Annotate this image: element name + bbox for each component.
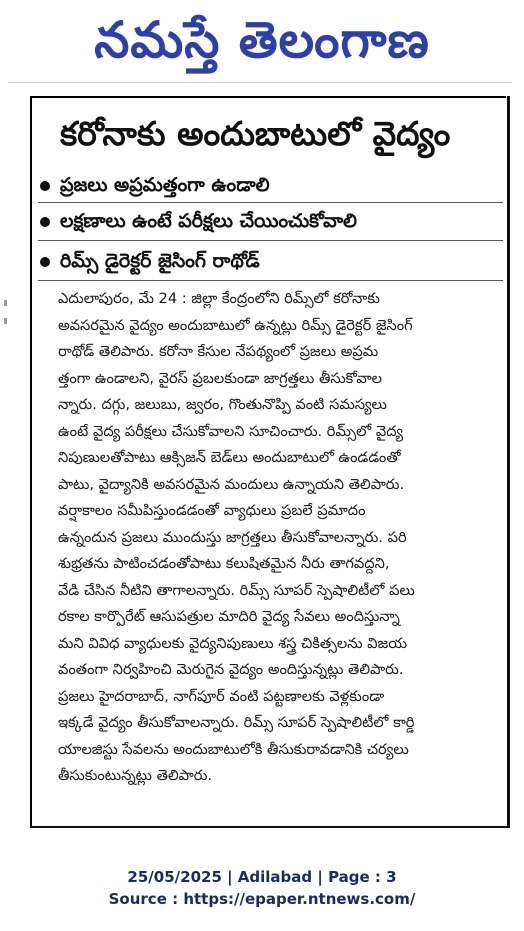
body-line: మని వివిధ వ్యాధులకు వైద్యనిపుణులు శస్త్ర చికిత్సలను విజయ — [58, 634, 407, 652]
article-headline: కరోనాకు అందుబాటులో వైద్యం — [60, 114, 451, 153]
body-line: పాటు, వైద్యానికి అవసరమైన మందులు ఉన్నాయని తెలిపారు. — [58, 475, 405, 493]
margin-mark — [4, 300, 7, 306]
subheading-text: రిమ్స్ డైరెక్టర్ జైసింగ్ రాథోడ్ — [60, 250, 260, 272]
body-line: ఉన్నందున ప్రజలు ముందుస్తు జాగ్రత్తలు తీసుకోవాలన్నారు. పరి — [58, 528, 407, 546]
body-line: ఉంటే వైద్య పరీక్షలు చేసుకోవాలని సూచించారు. రిమ్స్‌లో వైద్య — [58, 422, 404, 440]
subheading-divider — [38, 280, 503, 281]
footer-date-edition: 25/05/2025 | Adilabad | Page : 3 — [127, 868, 397, 886]
body-line: ఇక్కడే వైద్యం తీసుకోవాలన్నారు. రిమ్స్ సూపర్ స్పెషాలిటీలో కార్డి — [58, 714, 415, 731]
body-line: వంతంగా నిర్వహించి మెరుగైన వైద్యం అందిస్తున్నట్లు తెలిపారు. — [58, 661, 404, 678]
body-line: త్తంగా ఉండాలని, వైరస్ ప్రబలకుండా జాగ్రత్తలు తీసుకోవాల — [58, 369, 383, 387]
body-line: వర్షాకాలం సమీపిస్తుండడంతో వ్యాధులు ప్రబలే ప్రమాదం — [58, 502, 366, 519]
body-line: ఎదులాపురం, మే 24 : జిల్లా కేంద్రంలోని రిమ్స్‌లో కరోనాకు — [58, 290, 380, 307]
subheading-divider — [38, 202, 503, 203]
subheading-bullet — [38, 206, 498, 236]
body-line: రాథోడ్ తెలిపారు. కరోనా కేసుల నేపథ్యంలో ప్రజలు అప్రమ — [58, 343, 379, 360]
subheading-text: ప్రజలు అప్రమత్తంగా ఉండాలి — [60, 174, 270, 196]
bullet-dot-icon — [40, 181, 50, 191]
margin-mark — [4, 318, 7, 324]
subheading-divider — [38, 240, 503, 241]
body-line: వేడి చేసిన నీటిని తాగాలన్నారు. రిమ్స్ సూపర్ స్పెషాలిటీలో పలు — [58, 581, 415, 599]
newspaper-masthead: నమస్తే తెలంగాణ — [94, 11, 430, 69]
body-line: నిపుణులతోపాటు ఆక్సిజన్ బెడ్‌లు అందుబాటులో ఉండడంతో — [58, 449, 401, 466]
body-line: ప్రజలు హైదరాబాద్, నాగ్‌పూర్ వంటి పట్టణాలకు వెళ్లకుండా — [58, 687, 385, 705]
body-line: అవసరమైన వైద్యం అందుబాటులో ఉన్నట్లు రిమ్స్ డైరెక్టర్ జైసింగ్ — [58, 316, 413, 334]
clipping-right-border — [507, 96, 510, 828]
body-line: రకాల కార్పొరేట్ ఆసుపత్రుల మాదిరి వైద్య సేవలు అందిస్తున్నా — [58, 608, 400, 625]
bullet-dot-icon — [40, 217, 50, 227]
bullet-dot-icon — [40, 257, 50, 267]
subheading-bullet — [38, 246, 498, 276]
masthead-divider — [8, 82, 512, 83]
body-line: యాలజిస్టు సేవలను అందుబాటులోకి తీసుకురావడానికి చర్యలు — [58, 740, 409, 758]
subheading-text: లక్షణాలు ఉంటే పరీక్షలు చేయించుకోవాలి — [60, 210, 357, 232]
footer-source: Source : https://epaper.ntnews.com/ — [108, 890, 416, 908]
clipping-bottom-border — [30, 826, 510, 828]
article-body — [58, 286, 502, 790]
subheading-bullet — [38, 170, 498, 200]
body-line: న్నారు. దగ్గు, జలుబు, జ్వరం, గొంతునొప్పి వంటి సమస్యలు — [58, 396, 387, 413]
body-line: శుభ్రతను పాటించడంతోపాటు కలుషితమైన నీరు తాగవద్దని, — [58, 555, 390, 572]
body-line: తీసుకుంటున్నట్లు తెలిపారు. — [58, 767, 213, 784]
